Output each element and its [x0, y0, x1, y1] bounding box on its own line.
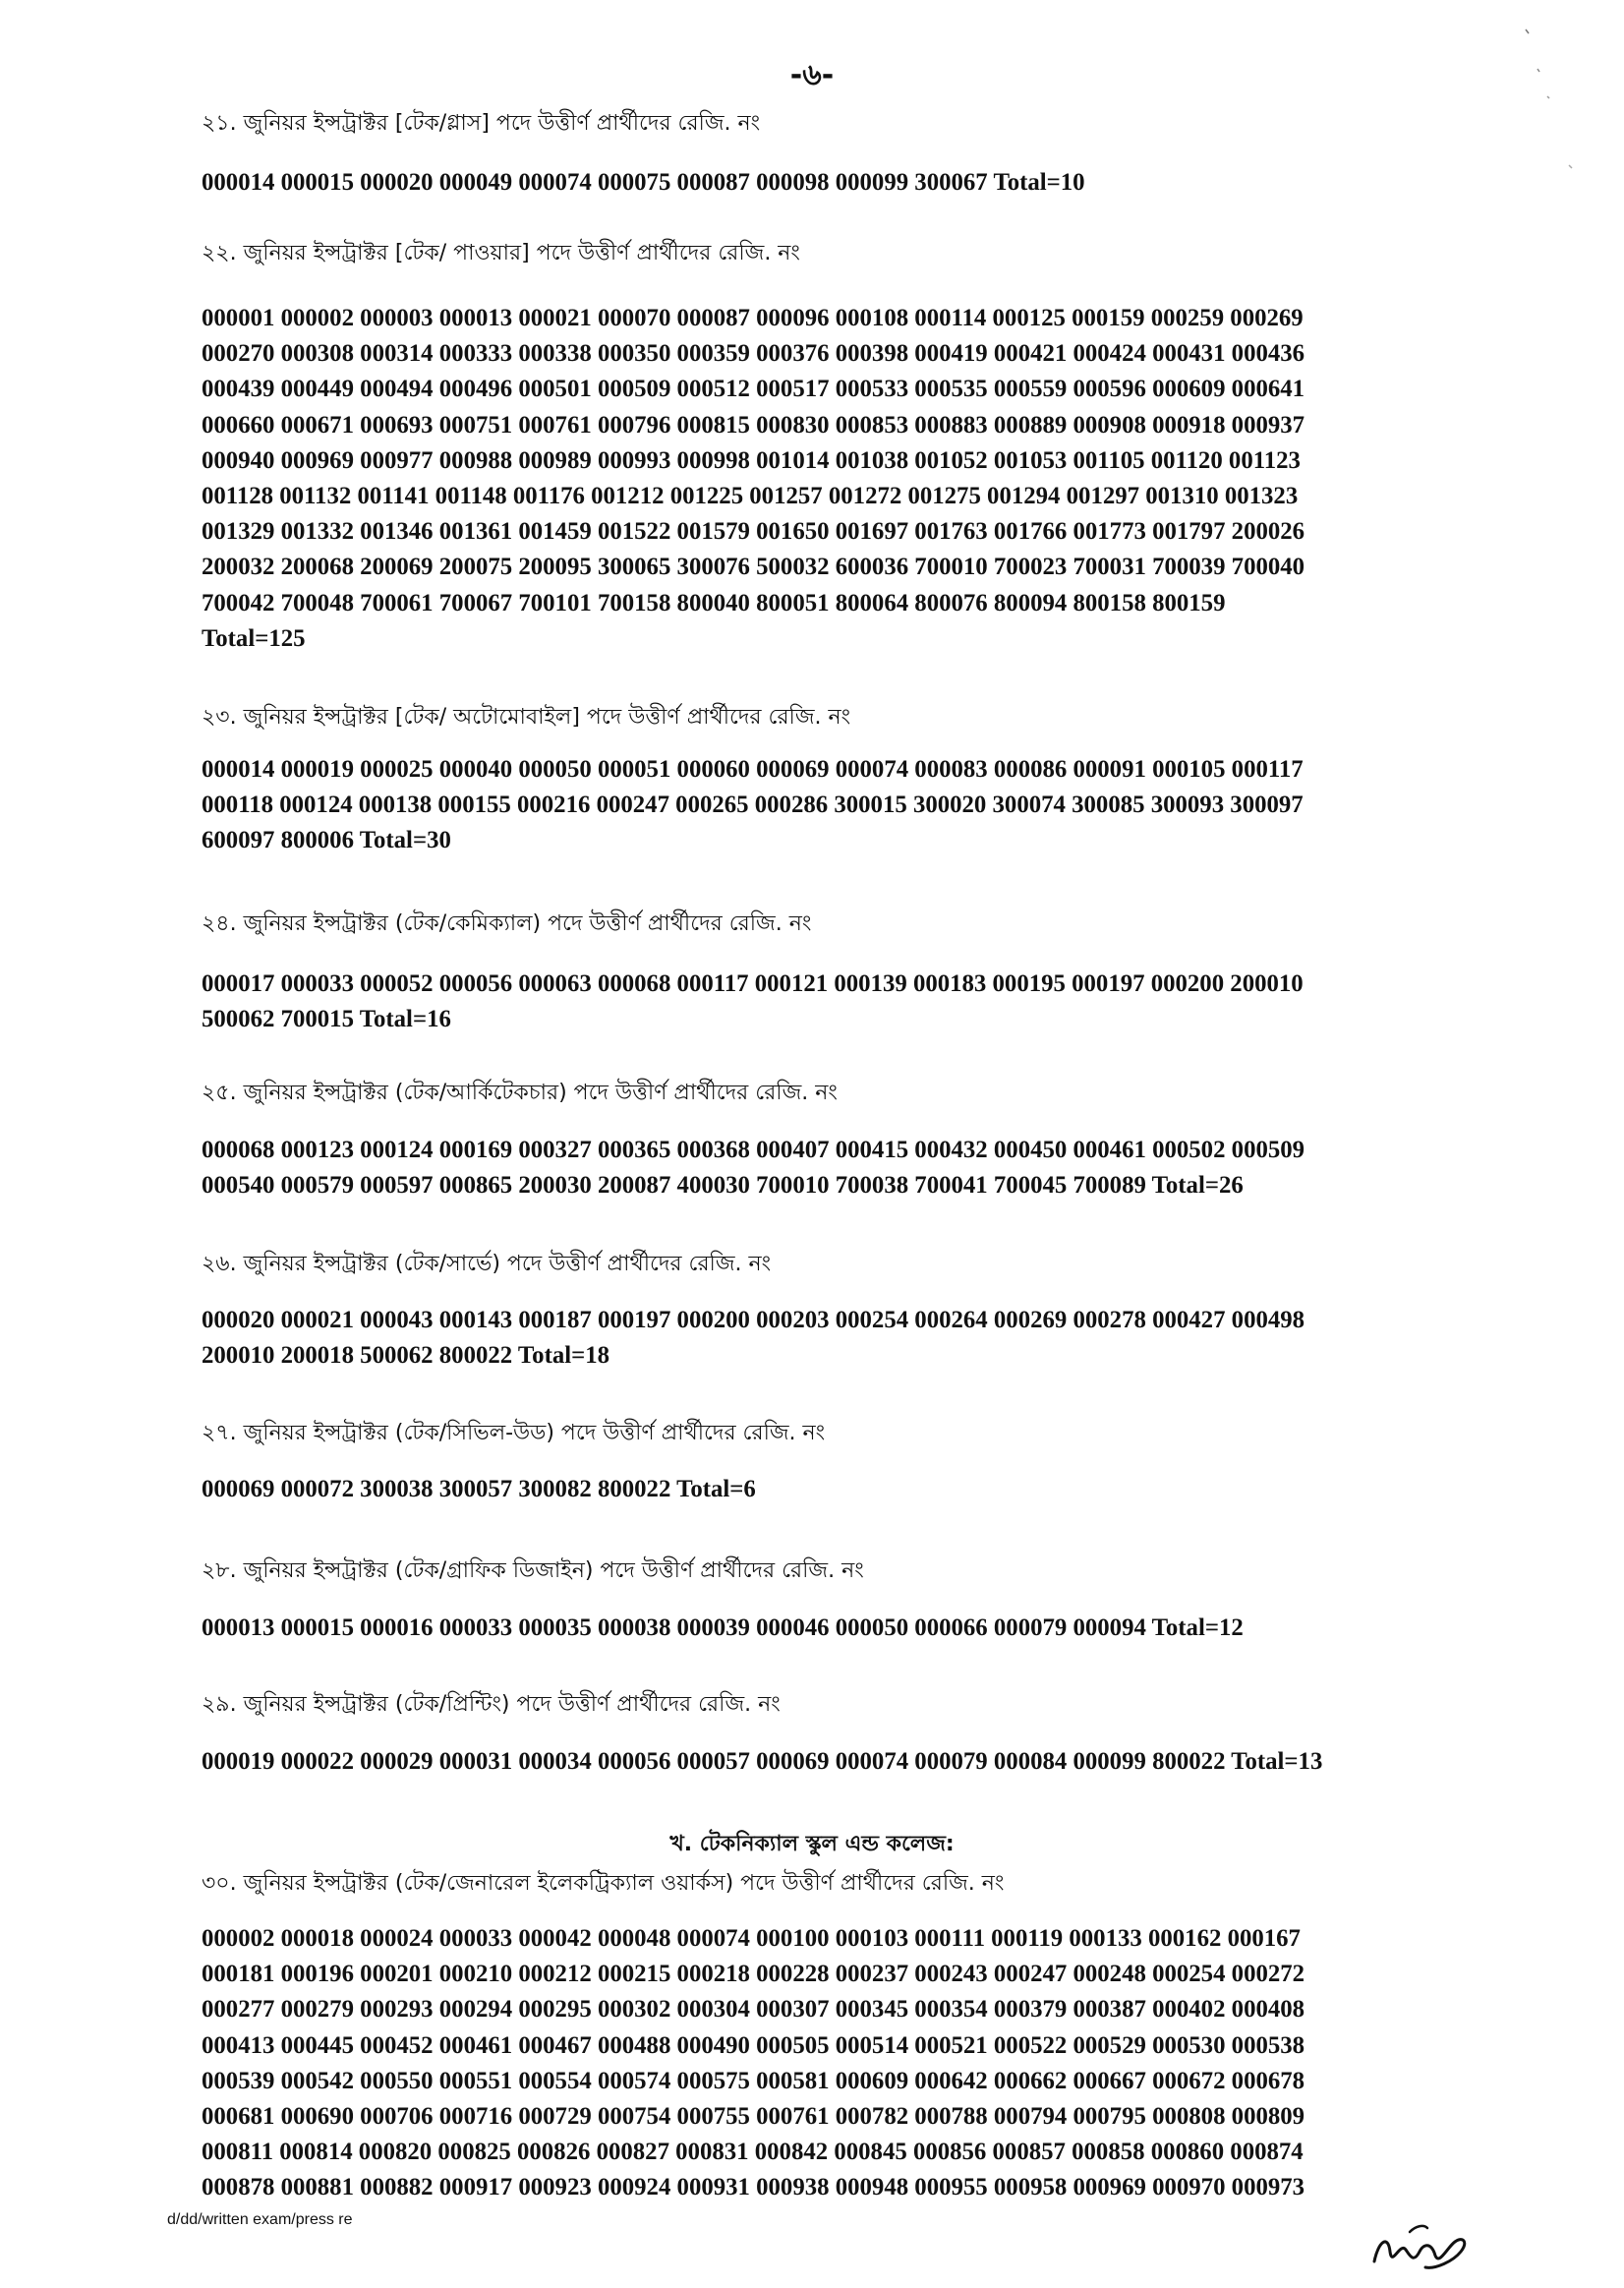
registration-number-list: [202, 1303, 1578, 1374]
registration-number-row: 700042 700048 700061 700067 700101 700158 800040 800051 800064 800076 800094 800158 800159: [202, 589, 1226, 616]
registration-number-row: 000181 000196 000201 000210 000212 000215 000218 000228 000237 000243 000247 000248 000254 000272: [202, 1961, 1305, 1988]
registration-number-row: 001128 001132 001141 001148 001176 001212 001225 001257 001272 001275 001294 001297 001310 001323: [202, 483, 1299, 510]
section-heading: ২৬. জুনিয়র ইন্সট্রাক্টর (টেক/সার্ভে) পদে উত্তীর্ণ প্রার্থীদের রেজি. নং: [202, 1252, 772, 1276]
registration-number-row: 000001 000002 000003 000013 000021 000070 000087 000096 000108 000114 000125 000159 000259 000269: [202, 305, 1304, 331]
registration-number-row: 500062 700015 Total=16: [202, 1006, 451, 1033]
registration-number-row: 200032 200068 200069 200075 200095 300065 300076 500032 600036 700010 700023 700031 700039 700040: [202, 554, 1305, 581]
registration-number-list: [202, 1744, 1578, 1780]
registration-number-row: 000013 000015 000016 000033 000035 000038 000039 000046 000050 000066 000079 000094 Total=12: [202, 1614, 1244, 1641]
section-heading: ২৭. জুনিয়র ইন্সট্রাক্টর (টেক/সিভিল-উড) পদে উত্তীর্ণ প্রার্থীদের রেজি. নং: [202, 1421, 826, 1445]
section-heading: ২১. জুনিয়র ইন্সট্রাক্টর [টেক/গ্লাস] পদে উত্তীর্ণ প্রার্থীদের রেজি. নং: [202, 111, 761, 136]
section-heading: ৩০. জুনিয়র ইন্সট্রাক্টর (টেক/জেনারেল ইলেকট্রিক্যাল ওয়ার্কস) পদে উত্তীর্ণ প্রার্থীদের রেজি. নং: [202, 1871, 1005, 1896]
handwritten-signature: [1366, 2212, 1494, 2281]
section-heading: ২২. জুনিয়র ইন্সট্রাক্টর [টেক/ পাওয়ার] পদে উত্তীর্ণ প্রার্থীদের রেজি. নং: [202, 241, 800, 265]
registration-number-list: [202, 165, 1578, 201]
registration-number-list: [202, 967, 1578, 1037]
registration-number-list: [202, 1472, 1578, 1507]
registration-number-row: 000277 000279 000293 000294 000295 000302 000304 000307 000345 000354 000379 000387 000402 000408: [202, 1996, 1305, 2024]
registration-number-row: 000413 000445 000452 000461 000467 000488 000490 000505 000514 000521 000522 000529 000530 000538: [202, 2031, 1305, 2059]
registration-number-row: 600097 800006 Total=30: [202, 827, 451, 854]
registration-number-list: [202, 1611, 1578, 1646]
section-heading: ২৮. জুনিয়র ইন্সট্রাক্টর (টেক/গ্রাফিক ডিজাইন) পদে উত্তীর্ণ প্রার্থীদের রেজি. নং: [202, 1558, 864, 1583]
registration-number-list: [202, 1133, 1578, 1203]
registration-number-row: 000940 000969 000977 000988 000989 000993 000998 001014 001038 001052 001053 001105 001120 001123: [202, 446, 1301, 474]
registration-number-row: 000660 000671 000693 000751 000761 000796 000815 000830 000853 000883 000889 000908 000918 000937: [202, 411, 1305, 439]
registration-number-list: [202, 752, 1578, 859]
registration-number-row: 000019 000022 000029 000031 000034 000056 000057 000069 000074 000079 000084 000099 800022 Total=13: [202, 1748, 1323, 1775]
registration-number-row: 000069 000072 300038 300057 300082 800022 Total=6: [202, 1476, 756, 1502]
registration-number-row: 000118 000124 000138 000155 000216 000247 000265 000286 300015 300020 300074 300085 300093 300097: [202, 792, 1304, 819]
section-subheading: খ. টেকনিক্যাল স্কুল এন্ড কলেজ:: [669, 1832, 955, 1856]
registration-number-row: 000020 000021 000043 000143 000187 000197 000200 000203 000254 000264 000269 000278 000427 000498: [202, 1307, 1305, 1333]
registration-number-row: 000439 000449 000494 000496 000501 000509 000512 000517 000533 000535 000559 000596 000609 000641: [202, 376, 1305, 403]
registration-number-row: 000878 000881 000882 000917 000923 000924 000931 000938 000948 000955 000958 000969 000970 000973: [202, 2174, 1305, 2201]
registration-number-row: 000539 000542 000550 000551 000554 000574 000575 000581 000609 000642 000662 000667 000672 000678: [202, 2067, 1305, 2094]
registration-number-row: 000014 000015 000020 000049 000074 000075 000087 000098 000099 300067 Total=10: [202, 169, 1085, 196]
section-heading: ২৫. জুনিয়র ইন্সট্রাক্টর (টেক/আর্কিটেকচার) পদে উত্তীর্ণ প্রার্থীদের রেজি. নং: [202, 1081, 838, 1105]
registration-number-row: 001329 001332 001346 001361 001459 001522 001579 001650 001697 001763 001766 001773 001797 200026: [202, 518, 1305, 546]
registration-number-list: [202, 301, 1578, 657]
registration-number-row: Total=125: [202, 624, 306, 652]
registration-number-row: 200010 200018 500062 800022 Total=18: [202, 1342, 610, 1370]
registration-number-row: 000270 000308 000314 000333 000338 000350 000359 000376 000398 000419 000421 000424 000431 000436: [202, 340, 1305, 368]
registration-number-row: 000540 000579 000597 000865 200030 200087 400030 700010 700038 700041 700045 700089 Total=26: [202, 1172, 1244, 1200]
footer-reference: d/dd/written exam/press re: [167, 2211, 353, 2228]
scan-specks: [1477, 20, 1595, 177]
registration-number-row: 000017 000033 000052 000056 000063 000068 000117 000121 000139 000183 000195 000197 000200 200010: [202, 970, 1304, 997]
registration-number-list: [202, 1921, 1578, 2206]
registration-number-row: 000068 000123 000124 000169 000327 000365 000368 000407 000415 000432 000450 000461 000502 000509: [202, 1137, 1305, 1163]
registration-number-row: 000002 000018 000024 000033 000042 000048 000074 000100 000103 000111 000119 000133 000162 000167: [202, 1925, 1301, 1952]
section-heading: ২৪. জুনিয়র ইন্সট্রাক্টর (টেক/কেমিক্যাল) পদে উত্তীর্ণ প্রার্থীদের রেজি. নং: [202, 911, 812, 936]
page-number: -৬-: [789, 58, 835, 92]
section-heading: ২৯. জুনিয়র ইন্সট্রাক্টর (টেক/প্রিন্টিং) পদে উত্তীর্ণ প্রার্থীদের রেজি. নং: [202, 1692, 781, 1717]
section-heading: ২৩. জুনিয়র ইন্সট্রাক্টর [টেক/ অটোমোবাইল] পদে উত্তীর্ণ প্রার্থীদের রেজি. নং: [202, 705, 851, 730]
registration-number-row: 000014 000019 000025 000040 000050 000051 000060 000069 000074 000083 000086 000091 000105 000117: [202, 756, 1304, 783]
registration-number-row: 000681 000690 000706 000716 000729 000754 000755 000761 000782 000788 000794 000795 000808 000809: [202, 2103, 1305, 2131]
registration-number-row: 000811 000814 000820 000825 000826 000827 000831 000842 000845 000856 000857 000858 000860 000874: [202, 2139, 1304, 2166]
